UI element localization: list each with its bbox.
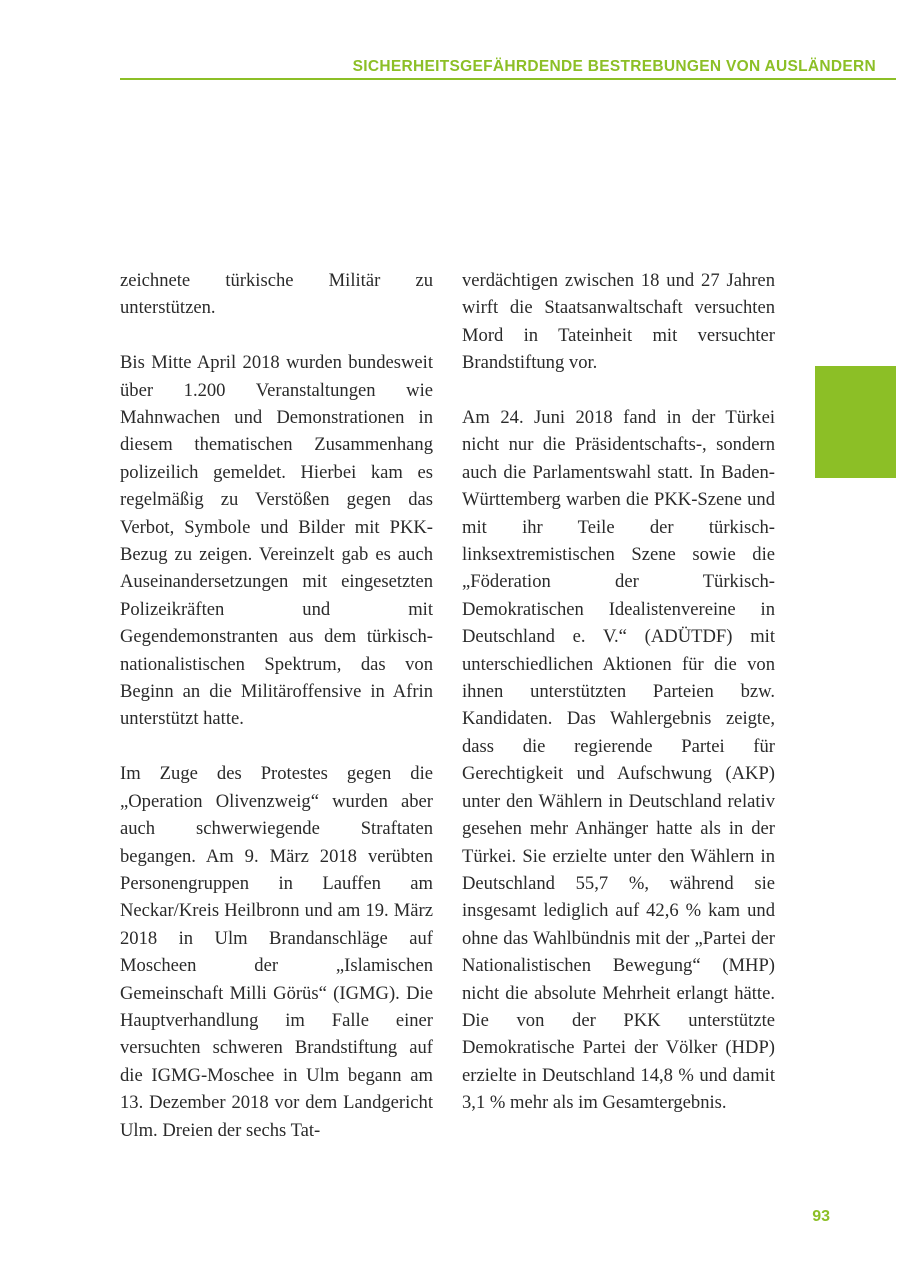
text-column-left [120, 267, 433, 1171]
paragraph: Bis Mitte April 2018 wurden bundesweit über 1.200 Veranstaltungen wie Mahnwachen und Demonstrationen in diesem thematischen Zusammenhang polizeilich gemeldet. Hierbei kam es regelmäßig zu Verstößen gegen das Verbot, Symbole und Bilder mit PKK-Bezug zu zeigen. Vereinzelt gab es auch Auseinandersetzungen mit eingesetzten Polizeikräften und mit Gegendemonstranten aus dem türkisch-nationalistischen Spektrum, das von Beginn an die Militäroffensive in Afrin unterstützt hatte. [120, 352, 433, 730]
paragraph: zeichnete türkische Militär zu unterstützen. [120, 270, 433, 319]
paragraph: verdächtigen zwischen 18 und 27 Jahren wirft die Staatsanwaltschaft versuchten Mord in Tateinheit mit versuchter Brandstiftung vor. [462, 270, 775, 374]
header-rule [120, 78, 896, 80]
page-number: 93 [812, 1208, 830, 1225]
paragraph: Im Zuge des Protestes gegen die „Operation Olivenzweig“ wurden aber auch schwerwiegende Straftaten begangen. Am 9. März 2018 verübten Personengruppen in Lauffen am Neckar/Kreis Heilbronn und am 19. März 2018 in Ulm Brandanschläge auf Moscheen der „Islamischen Gemeinschaft Milli Görüs“ (IGMG). Die Hauptverhandlung im Falle einer versuchten schweren Brandstiftung auf die IGMG-Moschee in Ulm begann am 13. Dezember 2018 vor dem Landgericht Ulm. Dreien der sechs Tat- [120, 763, 433, 1141]
text-column-right [462, 267, 775, 1144]
chapter-tab-marker [815, 366, 896, 478]
running-header-title: SICHERHEITSGEFÄHRDENDE BESTREBUNGEN VON AUSLÄNDERN [352, 58, 876, 75]
paragraph: Am 24. Juni 2018 fand in der Türkei nicht nur die Präsidentschafts-, sondern auch die Parlamentswahl statt. In Baden-Württemberg warben die PKK-Szene und mit ihr Teile der türkisch-linksextremistischen Szene sowie die „Föderation der Türkisch-Demokratischen Idealistenvereine in Deutschland e. V.“ (ADÜTDF) mit unterschiedlichen Aktionen für die von ihnen unterstützten Parteien bzw. Kandidaten. Das Wahlergebnis zeigte, dass die regierende Partei für Gerechtigkeit und Aufschwung (AKP) unter den Wählern in Deutschland relativ gesehen mehr Anhänger hatte als in der Türkei. Sie erzielte unter den Wählern in Deutschland 55,7 %, während sie insgesamt lediglich auf 42,6 % kam und ohne das Wahlbündnis mit der „Partei der Nationalistischen Bewegung“ (MHP) nicht die absolute Mehrheit erlangt hätte. Die von der PKK unterstützte Demokratische Partei der Völker (HDP) erzielte in Deutschland 14,8 % und damit 3,1 % mehr als im Gesamtergebnis. [462, 407, 775, 1114]
